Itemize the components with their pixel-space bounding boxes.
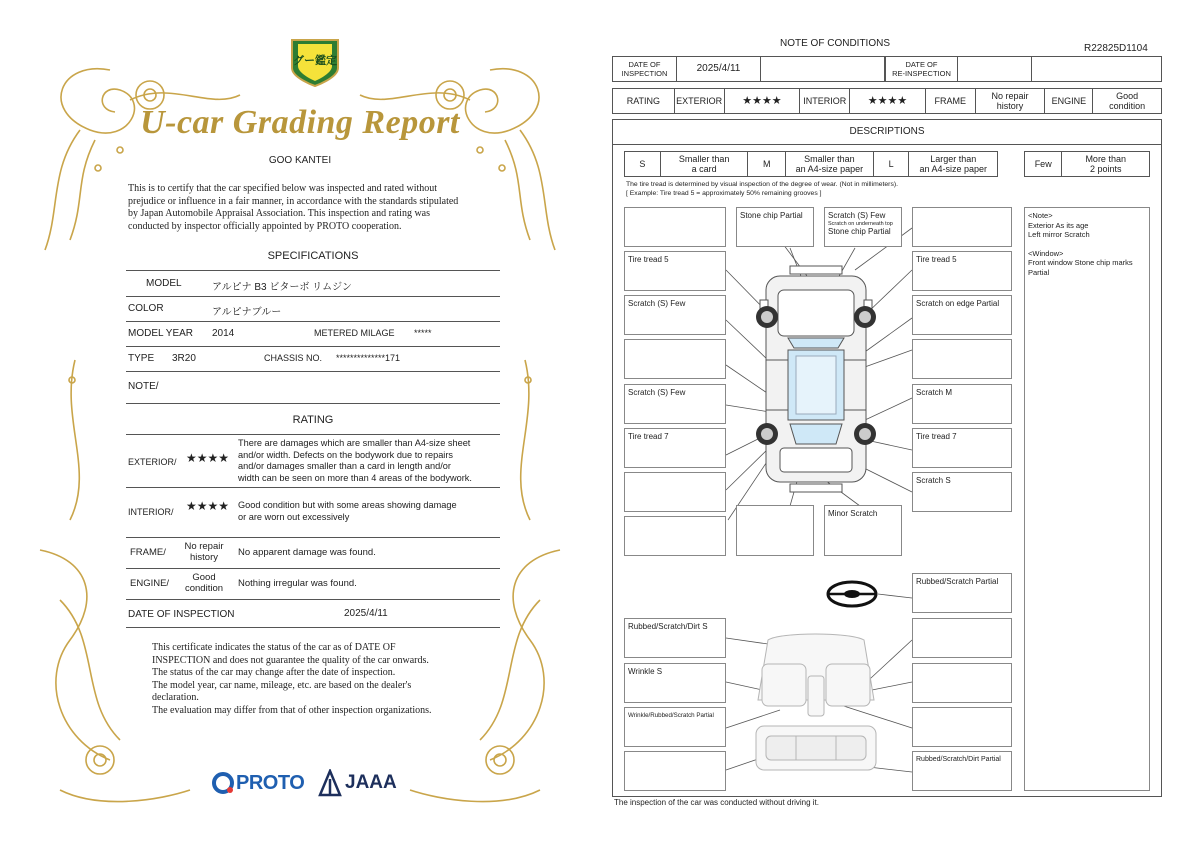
note-label: NOTE/ xyxy=(128,381,159,392)
legend-m-desc: Smaller than an A4-size paper xyxy=(786,152,874,176)
steering-wheel-icon xyxy=(828,582,876,606)
date-label: DATE OF INSPECTION xyxy=(128,609,235,620)
legend-l-desc: Larger than an A4-size paper xyxy=(919,154,988,174)
desc-box-bottom-2 xyxy=(736,505,814,556)
color-row xyxy=(126,297,500,322)
interior-row xyxy=(126,488,500,538)
engine-label: ENGINE/ xyxy=(130,578,170,589)
date-row xyxy=(126,600,500,628)
desc-box-top-3: Scratch (S) Few Scratch on underneath top Stone chip Partial xyxy=(824,207,902,247)
report-id: R22825D1104 xyxy=(1084,43,1148,54)
reinspection-label: DATE OF RE-INSPECTION xyxy=(886,57,958,81)
model-label: MODEL xyxy=(146,278,182,289)
frame-label: FRAME/ xyxy=(130,547,166,558)
desc-box-right-2: Scratch on edge Partial xyxy=(912,295,1012,335)
rating-label: RATING xyxy=(613,89,675,113)
desc-box-right-1: Tire tread 5 xyxy=(912,251,1012,291)
frame-value: No repair history xyxy=(184,541,224,563)
frame-row xyxy=(126,538,500,569)
interior-stars: ★★★★ xyxy=(850,89,926,113)
interior-description: Good condition but with some areas showing damage or are worn out excessively xyxy=(238,500,457,522)
legend-few-label: Few xyxy=(1025,152,1062,176)
exterior-stars: ★★★★ xyxy=(725,89,801,113)
report-title: U-car Grading Report xyxy=(140,104,460,141)
model-year-value: 2014 xyxy=(212,328,235,339)
date-value: 2025/4/11 xyxy=(344,608,388,619)
proto-wordmark: PROTO xyxy=(236,771,305,794)
proto-mark-icon xyxy=(212,772,234,794)
descriptions-heading: DESCRIPTIONS xyxy=(849,126,925,137)
desc-box-steering: Rubbed/Scratch Partial xyxy=(912,573,1012,613)
type-value: 3R20 xyxy=(172,353,196,364)
goo-kantei-badge xyxy=(288,34,342,88)
disclaimer-text: This certificate indicates the status of the car as of DATE OF INSPECTION and does not guarantee the quality of the car onwards. The status of the car may change after the date of inspection. The model year, car name, mileage, etc. are based on the dealer's declaration. The evaluation may differ from that of other inspection organizations. xyxy=(152,642,432,716)
engine-label: ENGINE xyxy=(1045,89,1093,113)
desc-box-top-4 xyxy=(912,207,1012,247)
desc-box-left-6 xyxy=(624,472,726,512)
note-panel: <Note> Exterior As its age Left mirror Scratch <Window> Front window Stone chip marks Partial xyxy=(1024,207,1150,791)
desc-box-interior-right-3 xyxy=(912,707,1012,747)
car-interior-diagram-icon xyxy=(756,634,876,770)
legend-few-desc: More than 2 points xyxy=(1085,154,1126,174)
desc-box-interior-left-1: Rubbed/Scratch/Dirt S xyxy=(624,618,726,658)
type-label: TYPE xyxy=(128,353,155,364)
date-inspection-label: DATE OF INSPECTION xyxy=(613,57,677,81)
desc-box-bottom-1 xyxy=(624,516,726,556)
desc-box-left-5: Tire tread 7 xyxy=(624,428,726,468)
exterior-stars: ★★★★ xyxy=(186,451,230,465)
rating-heading: RATING xyxy=(292,414,334,426)
jaaa-logo xyxy=(318,768,397,798)
specifications-heading: SPECIFICATIONS xyxy=(267,250,359,262)
desc-box-right-3 xyxy=(912,339,1012,379)
model-value: アルピナ B3 ビターボ リムジン xyxy=(212,282,352,293)
engine-value: Good condition xyxy=(184,572,224,594)
desc-box-interior-left-3: Wrinkle/Rubbed/Scratch Partial xyxy=(624,707,726,747)
desc-box-interior-right-4: Rubbed/Scratch/Dirt Partial xyxy=(912,751,1012,791)
exterior-label: EXTERIOR xyxy=(675,89,725,113)
engine-value: Good condition xyxy=(1109,91,1146,111)
note-of-conditions-sheet xyxy=(600,0,1200,848)
desc-box-left-1: Tire tread 5 xyxy=(624,251,726,291)
mileage-label: METERED MILAGE xyxy=(314,328,395,338)
type-row xyxy=(126,347,500,372)
interior-label: INTERIOR/ xyxy=(128,507,174,517)
exterior-label: EXTERIOR/ xyxy=(128,457,177,467)
report-subtitle: GOO KANTEI xyxy=(268,155,332,166)
desc-box-right-4: Scratch M xyxy=(912,384,1012,424)
chassis-label: CHASSIS NO. xyxy=(264,353,323,363)
conditions-title: NOTE OF CONDITIONS xyxy=(780,38,890,49)
legend-m-label: M xyxy=(748,152,786,176)
jaaa-mark-icon xyxy=(318,769,342,797)
desc-box-interior-left-4 xyxy=(624,751,726,791)
desc-box-bottom-3: Minor Scratch xyxy=(824,505,902,556)
color-value: アルピナブルー xyxy=(212,307,282,318)
exterior-row xyxy=(126,434,500,488)
tire-note: The tire tread is determined by visual inspection of the degree of wear. (Not in millimeters). [ Example: Tire tread 5 = approximately 50% remaining grooves ] xyxy=(626,181,898,197)
frame-description: No apparent damage was found. xyxy=(238,547,376,558)
chassis-value: **************171 xyxy=(336,353,401,363)
desc-box-interior-right-2 xyxy=(912,663,1012,703)
proto-logo xyxy=(212,768,304,798)
interior-label: INTERIOR xyxy=(800,89,850,113)
desc-box-top-2: Stone chip Partial xyxy=(736,207,814,247)
model-year-label: MODEL YEAR xyxy=(128,328,194,339)
desc-box-top-1 xyxy=(624,207,726,247)
jaaa-wordmark: JAAA xyxy=(345,772,397,793)
legend-l-label: L xyxy=(874,152,910,176)
desc-box-interior-right-1 xyxy=(912,618,1012,658)
frame-label: FRAME xyxy=(926,89,976,113)
desc-box-right-6: Scratch S xyxy=(912,472,1012,512)
desc-box-left-3 xyxy=(624,339,726,379)
desc-box-left-4: Scratch (S) Few xyxy=(624,384,726,424)
desc-box-right-5: Tire tread 7 xyxy=(912,428,1012,468)
note-row xyxy=(126,372,500,404)
model-row xyxy=(126,270,500,297)
legend-s-desc: Smaller than a card xyxy=(661,152,749,176)
engine-description: Nothing irregular was found. xyxy=(238,578,357,589)
interior-stars: ★★★★ xyxy=(186,499,230,513)
desc-box-left-2: Scratch (S) Few xyxy=(624,295,726,335)
frame-value: No repair history xyxy=(976,89,1046,113)
intro-text: This is to certify that the car specified below was inspected and rated without prejudice or influence in a fair manner, in accordance with the standards stipulated by Japan Automobile Appraisal Association. This inspection and rating was conducted by inspector officially appointed by PROTO cooperation. xyxy=(128,183,459,232)
color-label: COLOR xyxy=(128,303,164,314)
badge-text: グー鑑定 xyxy=(293,55,337,67)
model-year-row xyxy=(126,322,500,347)
engine-row xyxy=(126,569,500,600)
footer-note: The inspection of the car was conducted without driving it. xyxy=(614,798,819,807)
mileage-value: ***** xyxy=(414,328,432,338)
legend-s-label: S xyxy=(625,152,661,176)
desc-box-interior-left-2: Wrinkle S xyxy=(624,663,726,703)
exterior-description: There are damages which are smaller than A4-size sheet and/or width. Defects on the bodywork due to repairs and/or damages smaller than a card in length and/or width can be seen on more than 4 areas of the bodywork. xyxy=(238,438,472,483)
date-inspection-value: 2025/4/11 xyxy=(677,57,761,81)
